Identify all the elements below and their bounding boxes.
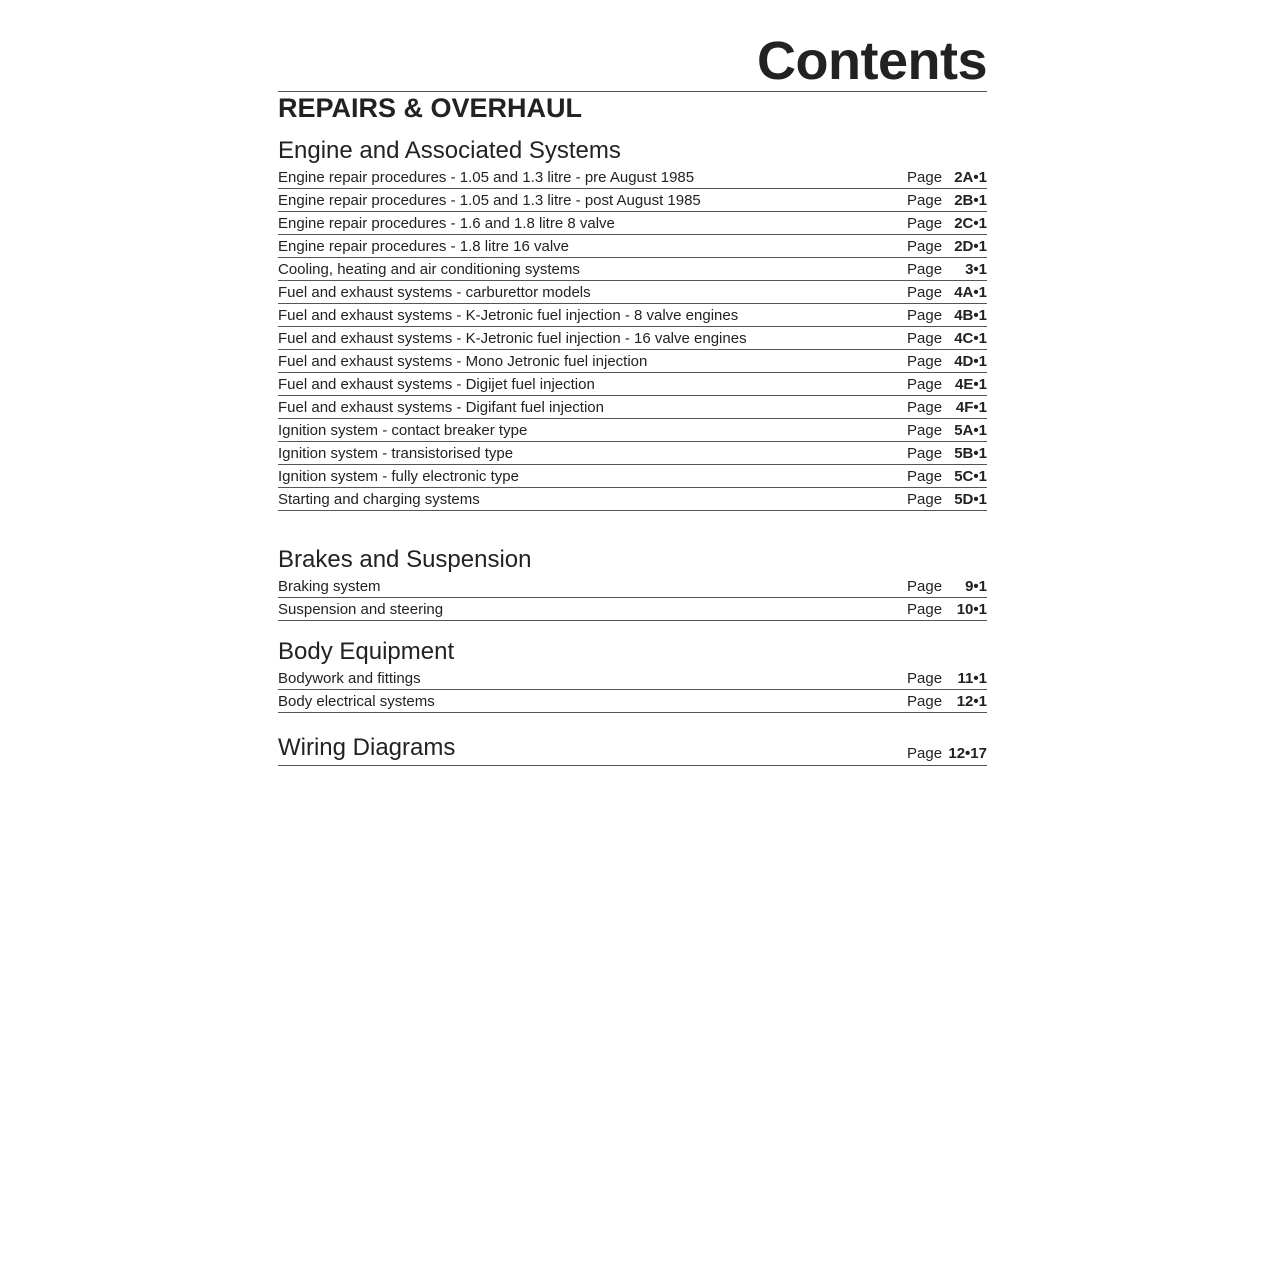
- page-word: Page: [907, 398, 943, 416]
- toc-entry-label: Body electrical systems: [278, 692, 435, 710]
- toc-entry-label: Ignition system - transistorised type: [278, 444, 514, 462]
- toc-entry[interactable]: [278, 212, 987, 235]
- page-word: Page: [907, 444, 943, 462]
- toc-entry[interactable]: [278, 373, 987, 396]
- toc-entry-label: Fuel and exhaust systems - K-Jetronic fuel injection - 8 valve engines: [278, 306, 739, 324]
- section-title: REPAIRS & OVERHAUL: [278, 93, 583, 123]
- page-title: Contents: [278, 0, 987, 92]
- page-word: Page: [907, 577, 943, 595]
- page-reference: 4A•1: [954, 283, 987, 301]
- page-reference: 10•1: [956, 600, 987, 618]
- toc-entry[interactable]: [278, 396, 987, 419]
- page-word: Page: [907, 467, 943, 485]
- page-word: Page: [907, 352, 943, 370]
- toc-entry-label: Braking system: [278, 577, 381, 595]
- page-word: Page: [907, 375, 943, 393]
- toc-entry[interactable]: [278, 419, 987, 442]
- toc-list-brakes: [278, 575, 987, 621]
- page-reference: 5A•1: [954, 421, 987, 439]
- page-reference: 5C•1: [954, 467, 987, 485]
- page-word: Page: [907, 214, 943, 232]
- toc-entry[interactable]: [278, 235, 987, 258]
- toc-entry[interactable]: [278, 575, 987, 598]
- page-reference: 4B•1: [954, 306, 987, 324]
- page-reference: 2A•1: [954, 168, 987, 186]
- toc-entry-label: Suspension and steering: [278, 600, 444, 618]
- toc-entry[interactable]: [278, 350, 987, 373]
- toc-entry[interactable]: [278, 166, 987, 189]
- page-word: Page: [907, 306, 943, 324]
- toc-entry[interactable]: [278, 258, 987, 281]
- page-word: Page: [907, 692, 943, 710]
- page-reference: 12•1: [956, 692, 987, 710]
- toc-entry-label: Engine repair procedures - 1.05 and 1.3 litre - pre August 1985: [278, 168, 695, 186]
- toc-entry[interactable]: [278, 465, 987, 488]
- page-word: Page: [907, 191, 943, 209]
- group-title-body-equipment: Body Equipment: [278, 638, 455, 665]
- toc-list-engine: [278, 166, 987, 511]
- page-word: Page: [907, 283, 943, 301]
- contents-page: [278, 0, 987, 766]
- toc-entry-label: Fuel and exhaust systems - K-Jetronic fuel injection - 16 valve engines: [278, 329, 747, 347]
- page-reference: 9•1: [965, 577, 987, 595]
- page-reference: 4E•1: [955, 375, 987, 393]
- group-title-engine: Engine and Associated Systems: [278, 137, 621, 164]
- page-reference: 12•17: [948, 745, 987, 762]
- page-reference: 5D•1: [954, 490, 987, 508]
- toc-entry-label: Ignition system - contact breaker type: [278, 421, 528, 439]
- toc-entry-label: Fuel and exhaust systems - Mono Jetronic fuel injection: [278, 352, 648, 370]
- page-word: Page: [907, 600, 943, 618]
- page-reference: 2D•1: [954, 237, 987, 255]
- toc-entry-label: Fuel and exhaust systems - Digijet fuel injection: [278, 375, 595, 393]
- toc-entry[interactable]: [278, 488, 987, 511]
- toc-entry-label: Bodywork and fittings: [278, 669, 421, 687]
- group-engine: [278, 137, 987, 511]
- toc-entry[interactable]: [278, 667, 987, 690]
- toc-entry-label: Engine repair procedures - 1.8 litre 16 valve: [278, 237, 569, 255]
- page-word: Page: [907, 168, 943, 186]
- toc-entry[interactable]: [278, 189, 987, 212]
- group-body-equipment: [278, 638, 987, 713]
- page-reference: 4D•1: [954, 352, 987, 370]
- page-word: Page: [907, 669, 943, 687]
- toc-entry[interactable]: [278, 304, 987, 327]
- page-reference: 4C•1: [954, 329, 987, 347]
- toc-entry-label: Starting and charging systems: [278, 490, 480, 508]
- page-word: Page: [907, 260, 943, 278]
- page-reference: 2C•1: [954, 214, 987, 232]
- page-word: Page: [907, 329, 943, 347]
- page-word: Page: [907, 745, 943, 762]
- toc-entry[interactable]: [278, 281, 987, 304]
- toc-entry-label: Ignition system - fully electronic type: [278, 467, 519, 485]
- toc-entry[interactable]: [278, 327, 987, 350]
- toc-entry-label: Fuel and exhaust systems - Digifant fuel injection: [278, 398, 604, 416]
- toc-entry-label: Engine repair procedures - 1.6 and 1.8 litre 8 valve: [278, 214, 615, 232]
- page-reference: 5B•1: [954, 444, 987, 462]
- page-reference: 3•1: [965, 260, 987, 278]
- group-title-brakes: Brakes and Suspension: [278, 546, 532, 573]
- toc-entry-label: Cooling, heating and air conditioning systems: [278, 260, 580, 278]
- toc-entry[interactable]: [278, 598, 987, 621]
- group-brakes: [278, 546, 987, 621]
- page-reference: 2B•1: [954, 191, 987, 209]
- toc-entry-wiring-diagrams[interactable]: [278, 730, 987, 766]
- page-word: Page: [907, 237, 943, 255]
- wiring-diagrams-title: Wiring Diagrams: [278, 734, 456, 761]
- toc-entry-label: Engine repair procedures - 1.05 and 1.3 litre - post August 1985: [278, 191, 701, 209]
- page-word: Page: [907, 490, 943, 508]
- toc-entry[interactable]: [278, 690, 987, 713]
- toc-entry[interactable]: [278, 442, 987, 465]
- page-word: Page: [907, 421, 943, 439]
- toc-entry-label: Fuel and exhaust systems - carburettor models: [278, 283, 591, 301]
- page-reference: 4F•1: [955, 398, 987, 416]
- page-reference: 11•1: [957, 669, 987, 687]
- toc-list-body-equipment: [278, 667, 987, 713]
